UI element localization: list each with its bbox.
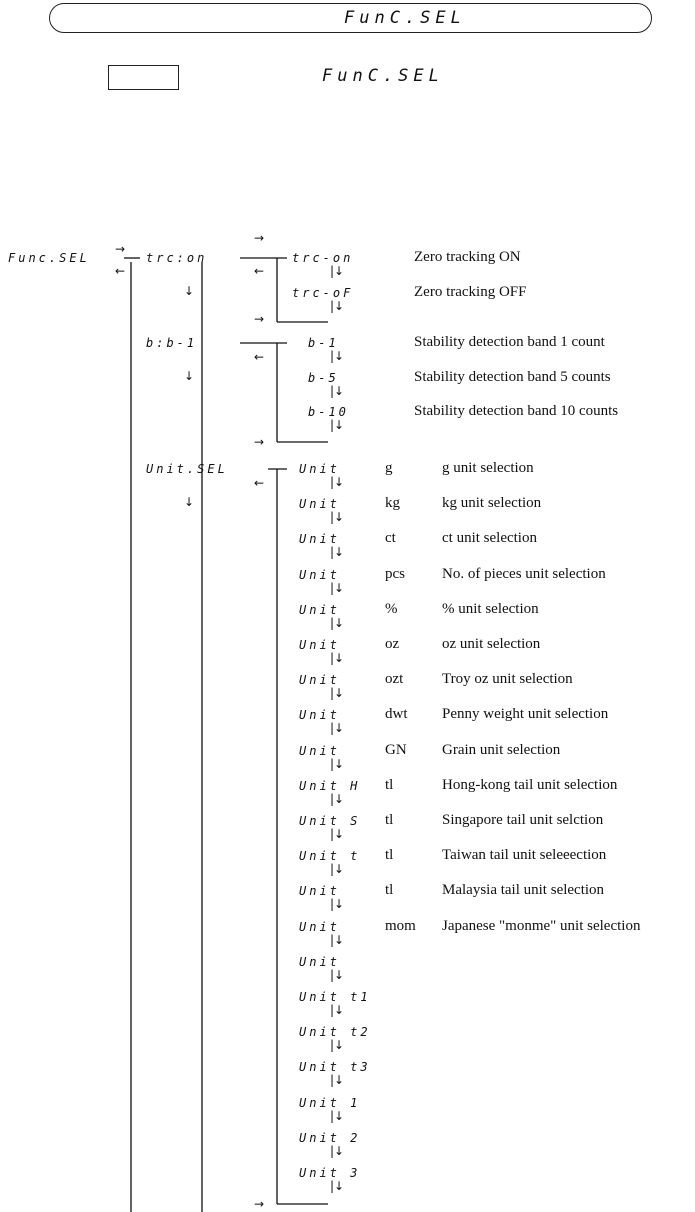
down-arrow-icon: |↓ bbox=[330, 1179, 345, 1193]
down-arrow-icon: |↓ bbox=[330, 510, 345, 524]
unit-symbol: tl bbox=[385, 882, 394, 898]
down-arrow-icon: |↓ bbox=[330, 897, 345, 911]
unit-option-display: Unit bbox=[299, 568, 340, 582]
down-arrow-icon: |↓ bbox=[330, 349, 345, 363]
unit-symbol: g bbox=[385, 460, 393, 476]
unit-option-desc: Japanese "monme" unit selection bbox=[442, 918, 641, 934]
unit-option-display: Unit 2 bbox=[299, 1131, 361, 1145]
unit-option-display: Unit bbox=[299, 920, 340, 934]
trc-option-display: trc-oF bbox=[292, 286, 354, 300]
unit-symbol: oz bbox=[385, 636, 400, 652]
unit-option-display: Unit bbox=[299, 884, 340, 898]
unit-symbol: pcs bbox=[385, 566, 405, 582]
bb-option-desc: Stability detection band 5 counts bbox=[414, 369, 611, 385]
bb-option-display: b-1 bbox=[308, 336, 339, 350]
down-arrow-icon: |↓ bbox=[330, 1109, 345, 1123]
down-arrow-icon: |↓ bbox=[330, 1003, 345, 1017]
unit-option-desc: g unit selection bbox=[442, 460, 534, 476]
unit-symbol: kg bbox=[385, 495, 400, 511]
unit-symbol: tl bbox=[385, 777, 394, 793]
bb-option-desc: Stability detection band 1 count bbox=[414, 334, 605, 350]
down-arrow-icon: |↓ bbox=[330, 651, 345, 665]
unit-symbol: % bbox=[385, 601, 398, 617]
down-arrow-icon: |↓ bbox=[330, 1038, 345, 1052]
unit-sel-label: Unit.SEL bbox=[146, 462, 228, 476]
unit-option-display: Unit t2 bbox=[299, 1025, 371, 1039]
unit-option-desc: Hong-kong tail unit selection bbox=[442, 777, 618, 793]
down-arrow-icon: |↓ bbox=[330, 968, 345, 982]
left-arrow-icon: ← bbox=[254, 264, 265, 278]
unit-symbol: ct bbox=[385, 530, 396, 546]
down-arrow-icon: ↓ bbox=[184, 369, 195, 383]
unit-option-desc: oz unit selection bbox=[442, 636, 541, 652]
down-arrow-icon: |↓ bbox=[330, 581, 345, 595]
unit-option-desc: Taiwan tail unit seleeection bbox=[442, 847, 607, 863]
right-arrow-icon: → bbox=[254, 231, 265, 245]
unit-symbol: tl bbox=[385, 847, 394, 863]
right-arrow-icon: → bbox=[115, 242, 126, 256]
down-arrow-icon: |↓ bbox=[330, 299, 345, 313]
unit-option-desc: Penny weight unit selection bbox=[442, 706, 609, 722]
bb-label: b:b-1 bbox=[146, 336, 198, 350]
left-arrow-icon: ← bbox=[254, 476, 265, 490]
bb-option-desc: Stability detection band 10 counts bbox=[414, 403, 619, 419]
unit-symbol: tl bbox=[385, 812, 394, 828]
unit-option-display: Unit bbox=[299, 532, 340, 546]
unit-symbol: mom bbox=[385, 918, 416, 934]
down-arrow-icon: |↓ bbox=[330, 721, 345, 735]
bb-option-display: b-10 bbox=[308, 405, 349, 419]
unit-option-display: Unit bbox=[299, 603, 340, 617]
unit-option-display: Unit bbox=[299, 638, 340, 652]
right-arrow-icon: → bbox=[254, 312, 265, 326]
unit-option-display: Unit bbox=[299, 462, 340, 476]
unit-option-desc: kg unit selection bbox=[442, 495, 542, 511]
unit-option-display: Unit bbox=[299, 708, 340, 722]
down-arrow-icon: |↓ bbox=[330, 933, 345, 947]
down-arrow-icon: ↓ bbox=[184, 284, 195, 298]
unit-option-display: Unit 3 bbox=[299, 1166, 361, 1180]
down-arrow-icon: |↓ bbox=[330, 757, 345, 771]
unit-option-display: Unit 1 bbox=[299, 1096, 361, 1110]
trc-option-desc: Zero tracking OFF bbox=[414, 284, 527, 300]
intro-display: FunC.SEL bbox=[322, 66, 444, 86]
unit-option-desc: Grain unit selection bbox=[442, 742, 561, 758]
unit-symbol: dwt bbox=[385, 706, 408, 722]
unit-option-desc: % unit selection bbox=[442, 601, 539, 617]
unit-symbol: ozt bbox=[385, 671, 404, 687]
down-arrow-icon: |↓ bbox=[330, 792, 345, 806]
unit-option-display: Unit t3 bbox=[299, 1060, 371, 1074]
left-arrow-icon: ← bbox=[254, 350, 265, 364]
left-arrow-icon: ← bbox=[115, 264, 126, 278]
unit-option-display: Unit bbox=[299, 497, 340, 511]
unit-option-display: Unit bbox=[299, 673, 340, 687]
header-title: FunC.SEL bbox=[344, 8, 466, 28]
down-arrow-icon: |↓ bbox=[330, 1073, 345, 1087]
down-arrow-icon: |↓ bbox=[330, 384, 345, 398]
down-arrow-icon: |↓ bbox=[330, 862, 345, 876]
unit-option-desc: Malaysia tail unit selection bbox=[442, 882, 605, 898]
down-arrow-icon: |↓ bbox=[330, 827, 345, 841]
unit-option-display: Unit S bbox=[299, 814, 361, 828]
unit-option-desc: No. of pieces unit selection bbox=[442, 566, 606, 582]
unit-option-display: Unit bbox=[299, 955, 340, 969]
down-arrow-icon: |↓ bbox=[330, 418, 345, 432]
unit-option-desc: ct unit selection bbox=[442, 530, 537, 546]
down-arrow-icon: |↓ bbox=[330, 264, 345, 278]
trc-option-display: trc-on bbox=[292, 251, 354, 265]
down-arrow-icon: ↓ bbox=[184, 495, 195, 509]
bb-option-display: b-5 bbox=[308, 371, 339, 385]
unit-symbol: GN bbox=[385, 742, 407, 758]
unit-option-desc: Singapore tail unit selction bbox=[442, 812, 604, 828]
down-arrow-icon: |↓ bbox=[330, 1144, 345, 1158]
down-arrow-icon: |↓ bbox=[330, 616, 345, 630]
down-arrow-icon: |↓ bbox=[330, 475, 345, 489]
root-label: Func.SEL bbox=[8, 251, 90, 265]
unit-option-display: Unit H bbox=[299, 779, 361, 793]
down-arrow-icon: |↓ bbox=[330, 545, 345, 559]
unit-option-display: Unit t1 bbox=[299, 990, 371, 1004]
down-arrow-icon: |↓ bbox=[330, 686, 345, 700]
trc-label: trc:on bbox=[146, 251, 208, 265]
unit-option-desc: Troy oz unit selection bbox=[442, 671, 573, 687]
unit-option-display: Unit t bbox=[299, 849, 361, 863]
right-arrow-icon: → bbox=[254, 435, 265, 449]
unit-option-display: Unit bbox=[299, 744, 340, 758]
trc-option-desc: Zero tracking ON bbox=[414, 249, 521, 265]
right-arrow-icon: → bbox=[254, 1197, 265, 1211]
